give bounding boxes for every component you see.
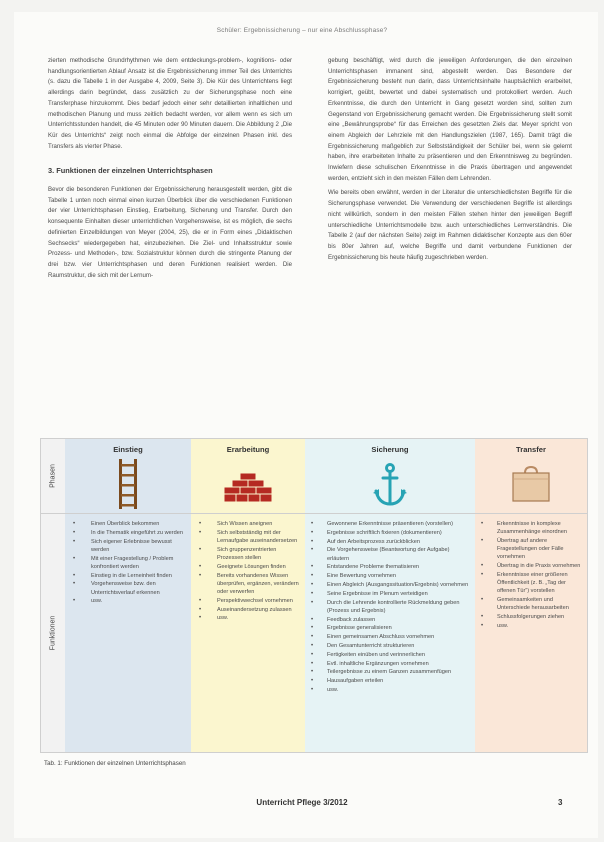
list-item: • Hausaufgaben erteilen [305,677,471,685]
list-item: • Einen Überblick bekommen [65,520,187,528]
list-item: • Evtl. inhaltliche Ergänzungen vornehmen [305,660,471,668]
table-caption: Tab. 1: Funktionen der einzelnen Unterrichtsphasen [44,760,186,767]
running-header: Schüler: Ergebnissicherung – nur eine Abschlussphase? [216,27,388,34]
header-label: Sicherung [371,445,409,454]
list-item: • usw. [65,597,187,605]
list-item: • Ergebnisse generalisieren [305,624,471,632]
header-transfer [475,439,587,514]
list-item: • Gemeinsamkeiten und Unterschiede herausarbeiten [475,596,583,612]
list-item: • Die Vorgehensweise (Beantwortung der Aufgabe) erläutern [305,546,471,562]
anchor-icon [373,463,407,507]
right-paragraph-2: Wie bereits oben erwähnt, werden in der Literatur die unterschiedlichsten Begriffe für die Sicherungsphase verwendet. Die Verwendung der verschiedenen Begriffe ist allerdings nicht willkürlich, sondern in den meisten Fällen stehen hinter den jeweiligen Begriff unterschiedliche Unterrichtsmodelle bzw. auch unterschiedliches Lernverständnis. Die Tabelle 2 (auf der nächsten Seite) zeigt im Rahmen didaktischer Konzepte aus den 60er bis 80er Jahren auf, welche Begriffe und damit verbundene Funktionen der Ergebnissicherung bis heute häufig zugeschrieben werden. [328,189,572,261]
list-item: • Einen Abgleich (Ausgangssituation/Ergebnis) vornehmen [305,581,471,589]
list-item: • Eine Bewertung vornehmen [305,572,471,580]
right-column [328,56,572,267]
list-item: • Perspektivwechsel vornehmen [191,597,301,605]
list-item: • Sich Wissen aneignen [191,520,301,528]
header-label: Erarbeitung [226,445,270,454]
list-item: • Sich eigener Erlebnisse bewusst werden [65,538,187,554]
functions-einstieg [65,514,192,752]
functions-table [40,438,588,753]
list-item: • Feedback zulassen [305,616,471,624]
row-label-phasen: Phasen [41,439,66,514]
bricks-icon [223,473,273,503]
list-item: • usw. [305,686,471,694]
list-item: • Einen gemeinsamen Abschluss vornehmen [305,633,471,641]
footer-journal-title: Unterricht Pflege 3/2012 [256,798,348,807]
header-sicherung [305,439,476,514]
list-item: • usw. [191,614,301,622]
list-item: • Erkenntnisse in komplexe Zusammenhänge einordnen [475,520,583,536]
list-item: • Entstandene Probleme thematisieren [305,563,471,571]
list-item: • Ergebnisse schriftlich fixieren (dokumentieren) [305,529,471,537]
list-item: • Gewonnene Erkenntnisse präsentieren (vorstellen) [305,520,471,528]
list-item: • Auseinandersetzung zulassen [191,606,301,614]
list-item: • Fertigkeiten einüben und verinnerlichen [305,651,471,659]
left-column [48,56,292,285]
list-item: • In die Thematik eingeführt zu werden [65,529,187,537]
functions-erarbeitung [191,514,306,752]
header-einstieg [65,439,192,514]
list-item: • Mit einer Fragestellung / Problem konfrontiert werden [65,555,187,571]
list-item: • Erkenntnisse einer größeren Öffentlichkeit (z. B. „Tag der offenen Tür“) vorstellen [475,571,583,596]
functions-transfer [475,514,587,752]
ladder-icon [117,459,139,509]
section-heading: 3. Funktionen der einzelnen Unterrichtsphasen [48,166,213,176]
list-item: • Übertrag auf andere Fragestellungen oder Fälle vornehmen [475,537,583,562]
right-paragraph-1: gebung beschäftigt, wird durch die jeweiligen Anforderungen, die den einzelnen Unterrichtsphasen immanent sind, abgestellt werden. Das Besondere der Ergebnissicherung besteht nun darin, dass Unterrichtsinhalte hauptsächlich erarbeitet, korrigiert, geübt, bewertet und dabei systematisch und protokolliert werden. Auch Erkenntnisse, die durch den Unterricht in Gang gesetzt worden sind, sollten zum Gegenstand von Ergebnissicherung gemacht werden. Die Ergebnissicherung stellt somit eine „Bewährungsprobe“ für das Erreichen des gesetzten Ziels dar. Meyer spricht von einem Abgleich der Lehrziele mit den Handlungszielen (1987, 165). Damit trägt die Ergebnissicherung maßgeblich zur Selbstständigkeit der Schüler bei, wenn sie gelernt haben, ihre erarbeiteten Inhalte zu präsentieren und den Erkenntnisweg zu begründen. Inwiefern diese schulischen Erkenntnisse in die Praxis übertragen und angewendet werden, entzieht sich in den meisten Fällen dem Lehrenden. [328,57,572,182]
header-erarbeitung [191,439,306,514]
page-number: 3 [558,798,563,807]
functions-sicherung [305,514,476,752]
list-item: • Auf den Arbeitsprozess zurückblicken [305,538,471,546]
list-item: • Durch die Lehrende kontrollierte Rückmeldung geben (Prozess und Ergebnis) [305,599,471,615]
list-item: • Bereits vorhandenes Wissen überprüfen, ergänzen, verändern oder verwerfen [191,572,301,597]
list-item: • Einstieg in die Lerneinheit finden [65,572,187,580]
list-item: • usw. [475,622,583,630]
list-item: • Sich gruppenzentrierten Prozessen stellen [191,546,301,562]
list-item: • Den Gesamtunterricht strukturieren [305,642,471,650]
left-paragraph-1: zierten methodische Grundrhythmen wie dem entdeckungs-problem-, kognitions- oder handlungsorientierten Ablauf Ansatz ist die Ergebnissicherung immer Teil des Unterrichts (s. dazu die Tabelle 1 in der Ausgabe 4, 2009, Seite 3). Die Kür des Unterrichtens liegt allerdings darin begründet, dass zusätzlich zu der Sicherungsphase noch eine Transferphase hinzukommt. Dies bedarf jedoch einer sehr detaillierten inhaltlichen und methodischen Planung und muss zeitlich bedacht werden, vor allem wenn es sich um Unterrichtsstunden handelt, die 45 Minuten oder 90 Minuten dauern. Die Abbildung 2 „Die Kür des Unterrichts“ zeigt noch einmal die Abfolge der einzelnen Phasen inkl. des Transfers als vierter Phase. [48,57,292,150]
briefcase-icon [511,465,551,503]
header-label: Transfer [516,445,546,454]
list-item: • Schlussfolgerungen ziehen [475,613,583,621]
header-label: Einstieg [113,445,143,454]
row-label-funktionen: Funktionen [41,514,66,752]
list-item: • Sich selbstständig mit der Lernaufgabe auseinandersetzen [191,529,301,545]
list-item: • Teilergebnisse zu einem Ganzen zusammenfügen [305,668,471,676]
list-item: • Geeignete Lösungen finden [191,563,301,571]
list-item: • Vorgehensweise bzw. den Unterrichtsverlauf erkennen [65,580,187,596]
list-item: • Übertrag in die Praxis vornehmen [475,562,583,570]
left-paragraph-2: Bevor die besonderen Funktionen der Ergebnissicherung herausgestellt werden, gibt die Tabelle 1 unten noch einmal einen kurzen Überblick über die verschiedenen Funktionen der vier Unterrichtsphasen Einstieg, Erarbeitung, Sicherung und Transfer. Durch den konsequente Einhalten dieser unterrichtlichen Vorgehensweise, ist es möglich, die sechs definierten Einzelbildungen von Meyer (2004, 25), die er in Form eines „Didaktischen Sechsecks“ wiedergegeben hat, einzubeziehen. Die Ziel- und Inhaltsstruktur sowie Prozess- und Methoden-, bzw. Sozialstruktur können durch die stringente Planung der drei bzw. vier Unterrichtsphasen und deren Funktionen realisiert werden. Die Raumstruktur, die sich mit der Lernum- [48,186,292,279]
list-item: • Seine Ergebnisse im Plenum verteidigen [305,590,471,598]
